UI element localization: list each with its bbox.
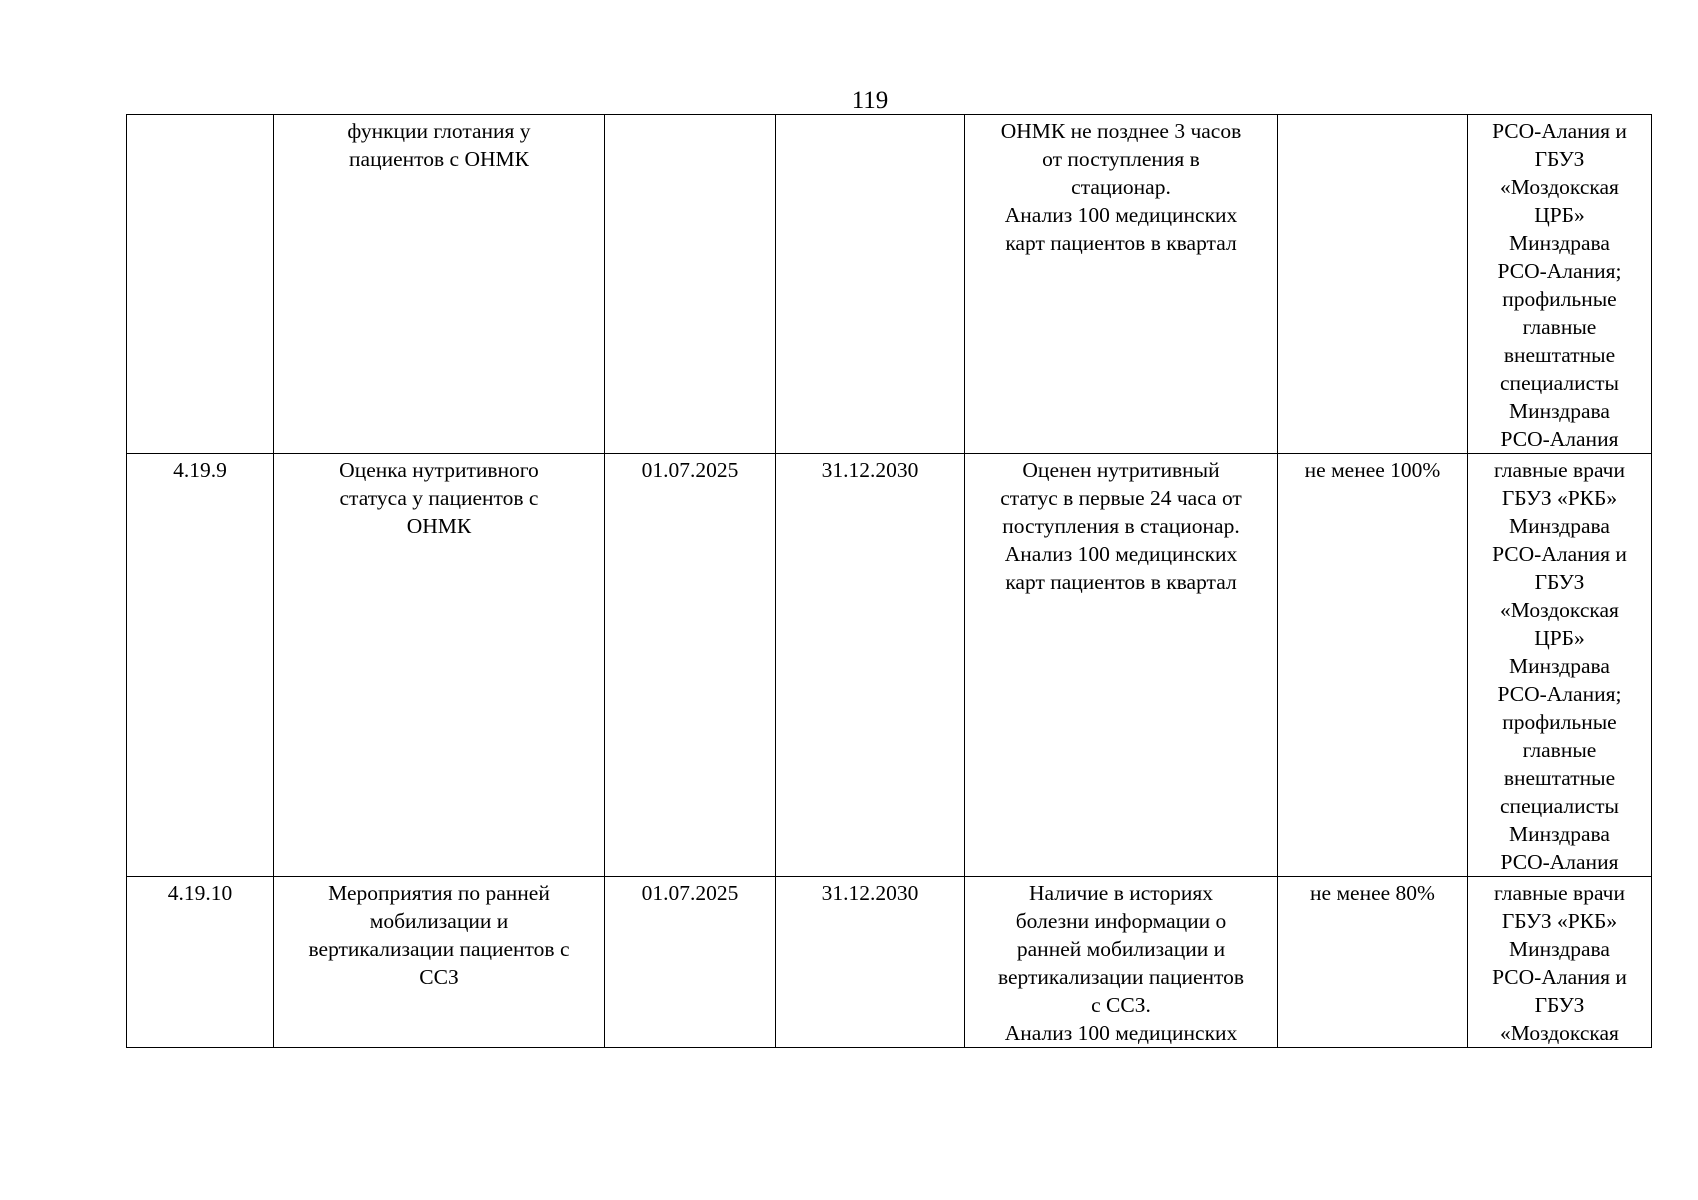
start-date-cell: 01.07.2025: [605, 454, 776, 877]
table-row: [127, 877, 1652, 1048]
activities-table: [126, 114, 1652, 1048]
result-cell: ОНМК не позднее 3 часов от поступления в стационар. Анализ 100 медицинских карт пациентов в квартал: [965, 115, 1278, 454]
responsible-cell: главные врачи ГБУЗ «РКБ» Минздрава РСО-Алания и ГБУЗ «Моздокская: [1468, 877, 1652, 1048]
target-value-cell: не менее 100%: [1278, 454, 1468, 877]
target-value-cell: [1278, 115, 1468, 454]
start-date-cell: 01.07.2025: [605, 877, 776, 1048]
activity-name-cell: Мероприятия по ранней мобилизации и вертикализации пациентов с ССЗ: [274, 877, 605, 1048]
end-date-cell: [776, 115, 965, 454]
item-number-cell: [127, 115, 274, 454]
start-date-cell: [605, 115, 776, 454]
responsible-cell: РСО-Алания и ГБУЗ «Моздокская ЦРБ» Минздрава РСО-Алания; профильные главные внештатные специалисты Минздрава РСО-Алания: [1468, 115, 1652, 454]
result-cell: Наличие в историях болезни информации о ранней мобилизации и вертикализации пациентов с ССЗ. Анализ 100 медицинских: [965, 877, 1278, 1048]
target-value-cell: не менее 80%: [1278, 877, 1468, 1048]
responsible-cell: главные врачи ГБУЗ «РКБ» Минздрава РСО-Алания и ГБУЗ «Моздокская ЦРБ» Минздрава РСО-Алания; профильные главные внештатные специалисты Минздрава РСО-Алания: [1468, 454, 1652, 877]
item-number-cell: 4.19.9: [127, 454, 274, 877]
end-date-cell: 31.12.2030: [776, 454, 965, 877]
activity-name-cell: функции глотания у пациентов с ОНМК: [274, 115, 605, 454]
end-date-cell: 31.12.2030: [776, 877, 965, 1048]
table-row: [127, 454, 1652, 877]
table-row: [127, 115, 1652, 454]
result-cell: Оценен нутритивный статус в первые 24 часа от поступления в стационар. Анализ 100 медицинских карт пациентов в квартал: [965, 454, 1278, 877]
item-number-cell: 4.19.10: [127, 877, 274, 1048]
page-number: 119: [851, 87, 889, 114]
activity-name-cell: Оценка нутритивного статуса у пациентов с ОНМК: [274, 454, 605, 877]
